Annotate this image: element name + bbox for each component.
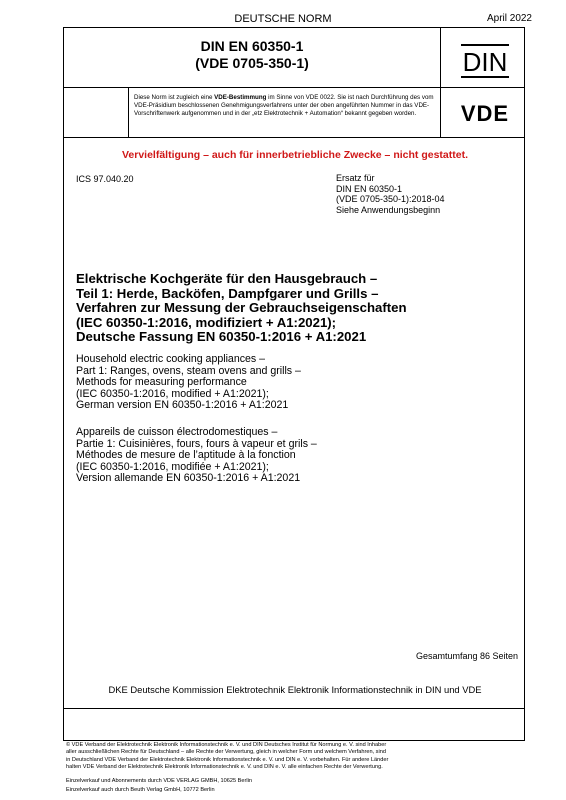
copyright-line: aller ausschließlichen Rechte für Deutschland – alle Rechte der Verwertung, gleich in welcher Form und welchem Verfahren, sind xyxy=(66,749,386,756)
divider-above-footer xyxy=(64,708,525,709)
publication-date: April 2022 xyxy=(486,13,532,24)
notice-bold: VDE-Bestimmung xyxy=(214,94,267,101)
vde-notice xyxy=(134,94,436,118)
title-line: Verfahren zur Messung der Gebrauchseigenschaften xyxy=(76,300,407,316)
standard-number-block xyxy=(64,38,440,72)
sales-line: Einzelverkauf und Abonnements durch VDE VERLAG GMBH, 10625 Berlin xyxy=(66,778,252,784)
replaces-line: (VDE 0705-350-1):2018-04 xyxy=(336,194,445,204)
title-line: (IEC 60350-1:2016, modified + A1:2021); xyxy=(76,387,269,400)
copyright-line: in Deutschland VDE Verband der Elektrotechnik Elektronik Informationstechnik e. V. und DIN e. V. vorbehalten. Für andere Länder xyxy=(66,756,389,763)
title-line: (IEC 60350-1:2016, modifiée + A1:2021); xyxy=(76,460,269,473)
title-line: Deutsche Fassung EN 60350-1:2016 + A1:2021 xyxy=(76,329,367,345)
copyright-line: © VDE Verband der Elektrotechnik Elektronik Informationstechnik e. V. und DIN Deutsches Institut für Normung e. V. sind Inhaber xyxy=(66,742,387,748)
notice-rest: im Sinne von VDE 0022. Sie ist nach Durchführung des vom VDE-Präsidium beschlossenen Genehmigungsverfahrens unter der oben angeführten Nummer in das VDE-Vorschriftenwerk aufgenommen und in der „etz Elektrotechnik + Automation“ bekannt gegeben worden. xyxy=(134,94,434,117)
notice-prefix: Diese Norm ist zugleich eine xyxy=(134,94,215,101)
title-line: Version allemande EN 60350-1:2016 + A1:2021 xyxy=(76,472,301,485)
copyright-notice xyxy=(66,742,536,772)
standard-number: DIN EN 60350-1 xyxy=(200,38,304,54)
reproduction-warning: Vervielfältigung – auch für innerbetriebliche Zwecke – nicht gestattet. xyxy=(121,149,468,161)
sales-line: Einzelverkauf auch durch Beuth Verlag GmbH, 10772 Berlin xyxy=(66,787,215,793)
title-line: Methods for measuring performance xyxy=(76,376,247,389)
title-line: (IEC 60350-1:2016, modifiziert + A1:2021); xyxy=(76,314,337,330)
replaces-line: DIN EN 60350-1 xyxy=(336,183,403,194)
logo-column-rule xyxy=(440,27,441,137)
din-logo-text: DIN xyxy=(462,47,508,77)
replaces-line: Siehe Anwendungsbeginn xyxy=(336,204,441,215)
total-pages: Gesamtumfang 86 Seiten xyxy=(415,651,518,661)
title-french xyxy=(76,427,516,485)
replaces-block xyxy=(336,173,445,215)
notice-left-rule xyxy=(128,87,129,137)
dke-line: DKE Deutsche Kommission Elektrotechnik Elektronik Informationstechnik in DIN und VDE xyxy=(108,684,482,695)
title-line: Household electric cooking appliances – xyxy=(76,353,266,365)
replaces-line: Ersatz für xyxy=(336,173,375,183)
document-type-label: DEUTSCHE NORM xyxy=(234,13,332,25)
ics-code: ICS 97.040.20 xyxy=(76,174,134,184)
title-line: Teil 1: Herde, Backöfen, Dampfgarer und Grills – xyxy=(76,285,379,301)
divider-under-title xyxy=(64,87,525,88)
title-line: German version EN 60350-1:2016 + A1:2021 xyxy=(76,399,289,412)
title-line: Elektrische Kochgeräte für den Hausgebrauch – xyxy=(76,271,378,286)
copyright-line: halten VDE Verband der Elektrotechnik Elektronik Informationstechnik e. V. und DIN e. V. alle einfachen Rechte der Verwertung. xyxy=(66,764,383,771)
divider-under-notice xyxy=(64,137,525,138)
sales-info xyxy=(66,777,252,795)
title-line: Méthodes de mesure de l’aptitude à la fonction xyxy=(76,449,296,462)
title-line: Partie 1: Cuisinières, fours, fours à vapeur et grils – xyxy=(76,437,317,450)
vde-number: (VDE 0705-350-1) xyxy=(195,55,309,71)
title-german xyxy=(76,272,516,345)
din-logo xyxy=(459,44,511,78)
vde-logo: VDE xyxy=(460,101,510,126)
title-english xyxy=(76,354,516,412)
title-line: Part 1: Ranges, ovens, steam ovens and grills – xyxy=(76,364,301,377)
title-line: Appareils de cuisson électrodomestiques – xyxy=(76,426,278,438)
